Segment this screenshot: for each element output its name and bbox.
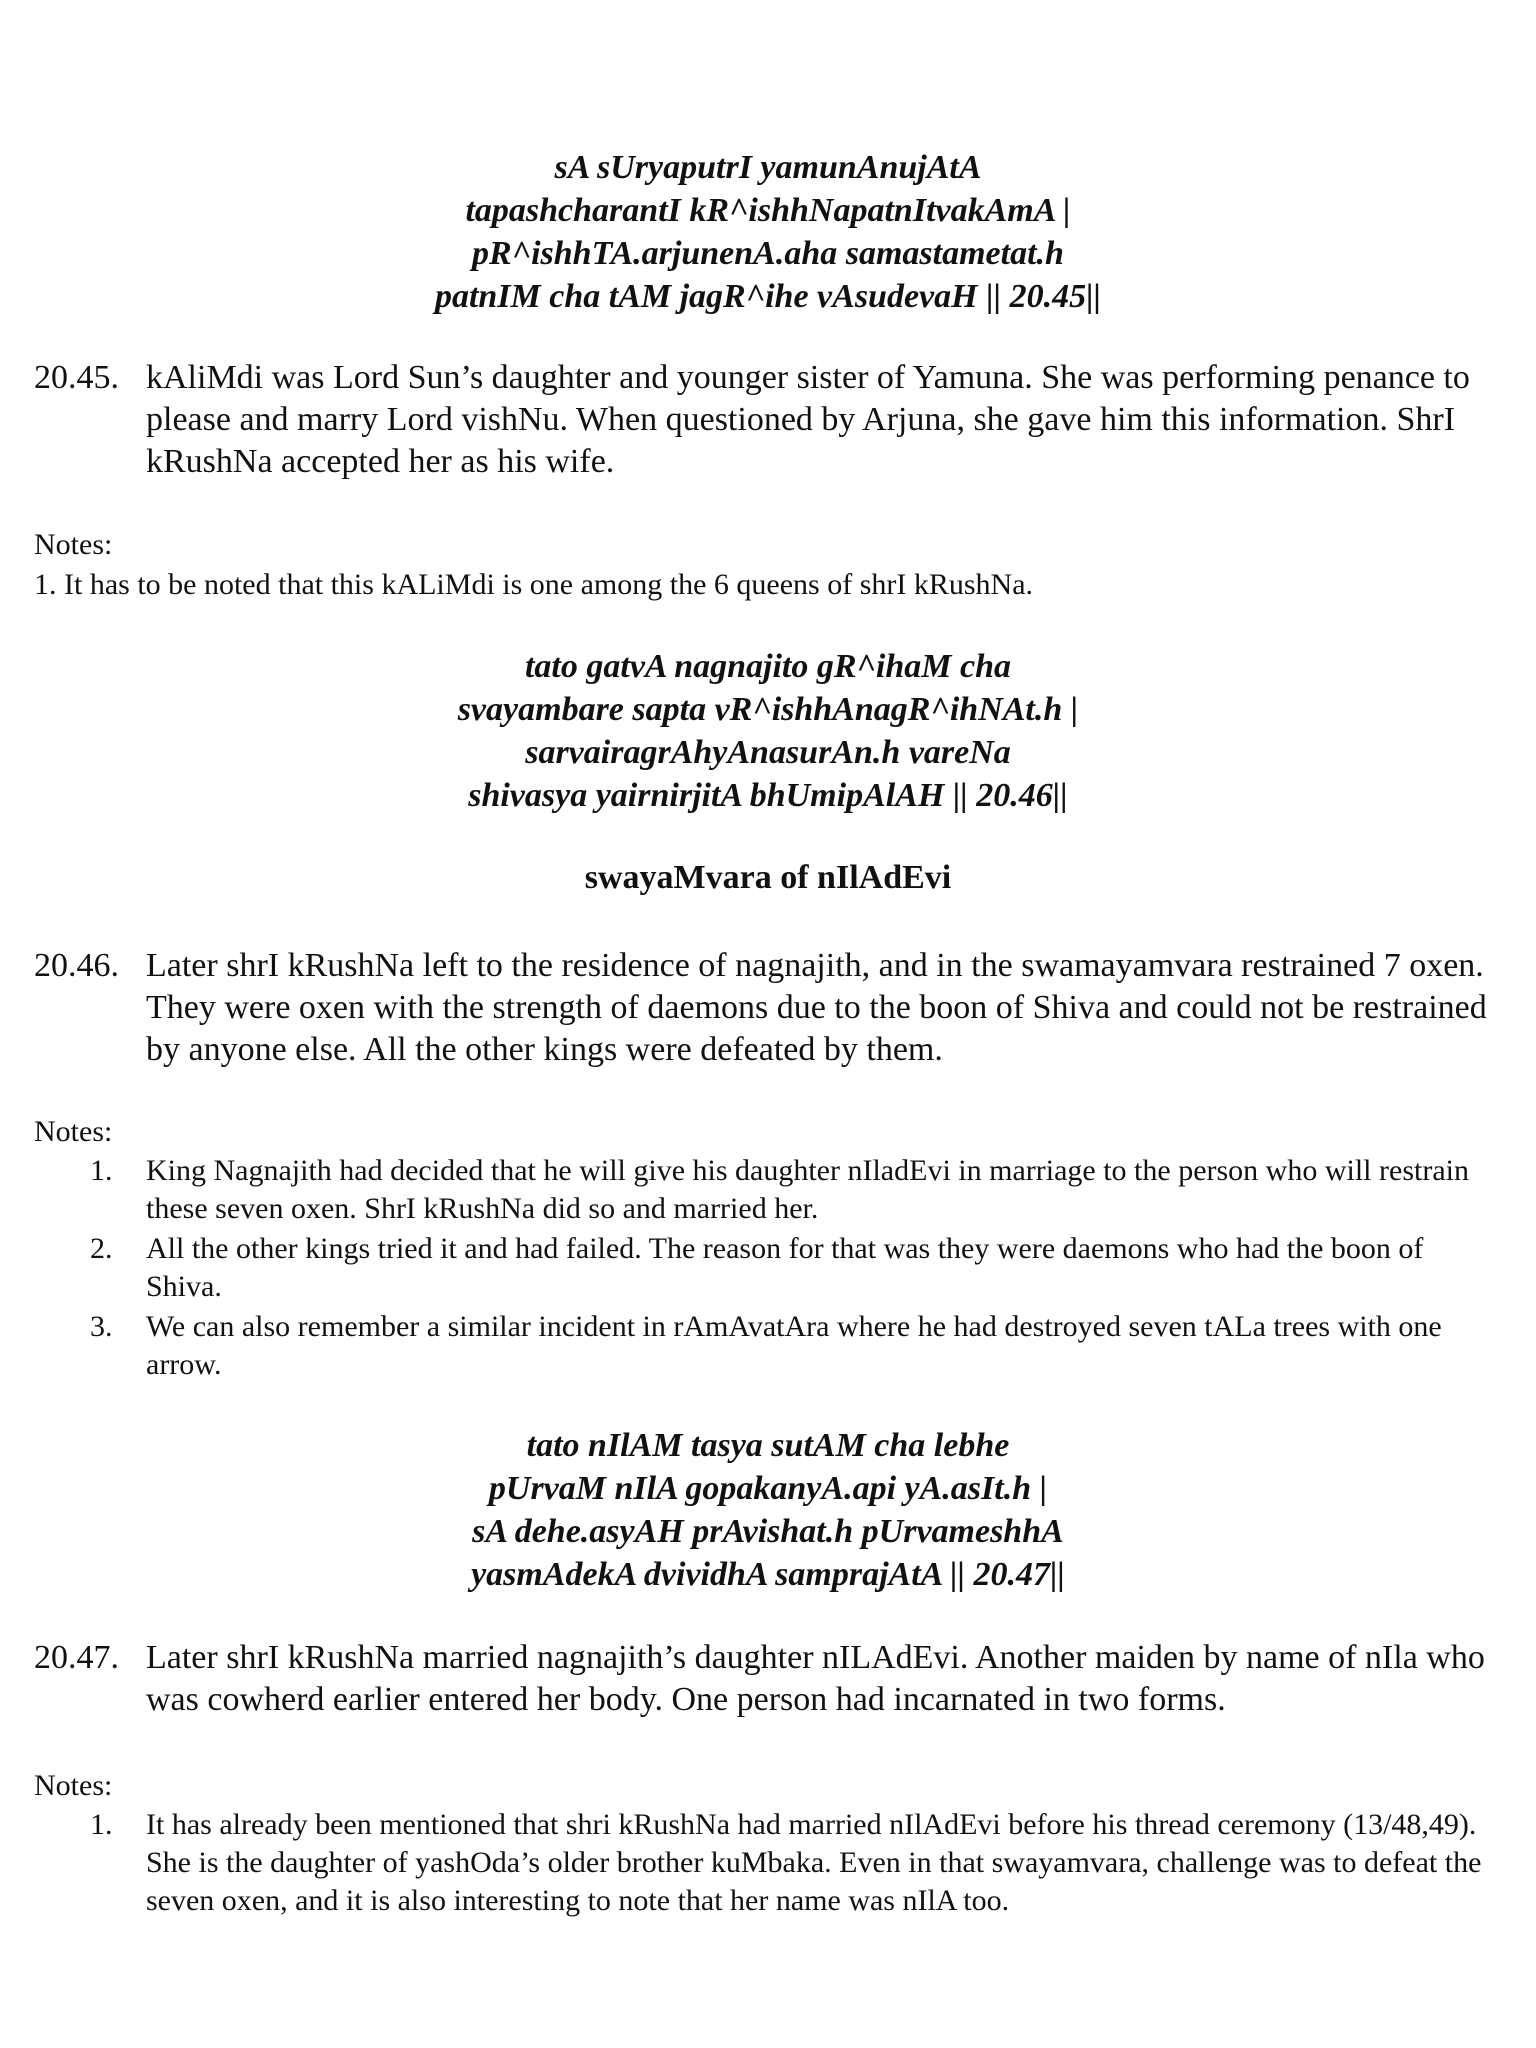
notes-list [34,1806,1504,1922]
verse-20-47 [0,1424,1536,1596]
note-item [34,1806,1504,1920]
notes-label: Notes: [34,1769,113,1802]
paragraph-number: 20.45. [34,359,119,396]
note-number: 1. [90,1154,113,1187]
note-text: King Nagnajith had decided that he will give his daughter nIladEvi in marriage to the person who will restrain these seven oxen. ShrI kRushNa did so and married her. [146,1154,1469,1225]
note-item: 1. It has to be noted that this kALiMdi is one among the 6 queens of shrI kRushNa. [34,568,1034,601]
verse-line: tato gatvA nagnajito gR^ihaM cha [524,648,1012,685]
paragraph-20-47 [34,1637,1504,1721]
notes-label: Notes: [34,1115,113,1148]
paragraph-20-46 [34,945,1504,1071]
paragraph-number: 20.47. [34,1639,119,1676]
note-item [34,1230,1504,1306]
note-text: We can also remember a similar incident in rAmAvatAra where he had destroyed seven tALa trees with one arrow. [146,1310,1442,1381]
note-number: 1. [90,1808,113,1841]
note-text: All the other kings tried it and had failed. The reason for that was they were daemons who had the boon of Shiva. [146,1232,1424,1303]
verse-line: patnIM cha tAM jagR^ihe vAsudevaH || 20.45|| [434,278,1102,315]
paragraph-20-45 [34,357,1504,483]
note-item [34,1152,1504,1228]
verse-line: pUrvaM nIlA gopakanyA.api yA.asIt.h | [488,1470,1048,1507]
verse-line: yasmAdekA dvividhA samprajAtA || 20.47|| [471,1556,1065,1593]
verse-20-46 [0,645,1536,817]
note-number: 2. [90,1232,113,1265]
verse-line: svayambare sapta vR^ishhAnagR^ihNAt.h | [457,691,1079,728]
notes-list [34,1152,1504,1386]
section-heading: swayaMvara of nIlAdEvi [584,859,952,896]
verse-line: sA sUryaputrI yamunAnujAtA [554,149,982,186]
verse-line: pR^ishhTA.arjunenA.aha samastametat.h [472,235,1064,272]
verse-line: sA dehe.asyAH prAvishat.h pUrvameshhA [472,1513,1064,1550]
paragraph-text: kAliMdi was Lord Sun’s daughter and younger sister of Yamuna. She was performing penance to please and marry Lord vishNu. When questioned by Arjuna, she gave him this information. ShrI kRushNa accepted her as his wife. [146,359,1470,480]
note-item [34,1308,1504,1384]
verse-line: shivasya yairnirjitA bhUmipAlAH || 20.46|| [468,777,1068,814]
paragraph-number: 20.46. [34,947,119,984]
notes-label: Notes: [34,528,113,561]
verse-20-45 [0,146,1536,318]
verse-line: sarvairagrAhyAnasurAn.h vareNa [525,734,1011,771]
note-text: It has already been mentioned that shri kRushNa had married nIlAdEvi before his thread ceremony (13/48,49). She is the daughter of yashOda’s older brother kuMbaka. Even in that swayamvara, challenge was to defeat the seven oxen, and it is also interesting to note that her name was nIlA too. [146,1808,1482,1917]
paragraph-text: Later shrI kRushNa left to the residence of nagnajith, and in the swamayamvara restrained 7 oxen. They were oxen with the strength of daemons due to the boon of Shiva and could not be restrained by anyone else. All the other kings were defeated by them. [146,947,1487,1068]
verse-line: tato nIlAM tasya sutAM cha lebhe [526,1427,1010,1464]
note-number: 3. [90,1310,113,1343]
paragraph-text: Later shrI kRushNa married nagnajith’s daughter nILAdEvi. Another maiden by name of nIla who was cowherd earlier entered her body. One person had incarnated in two forms. [146,1639,1485,1718]
verse-line: tapashcharantI kR^ishhNapatnItvakAmA | [465,192,1071,229]
